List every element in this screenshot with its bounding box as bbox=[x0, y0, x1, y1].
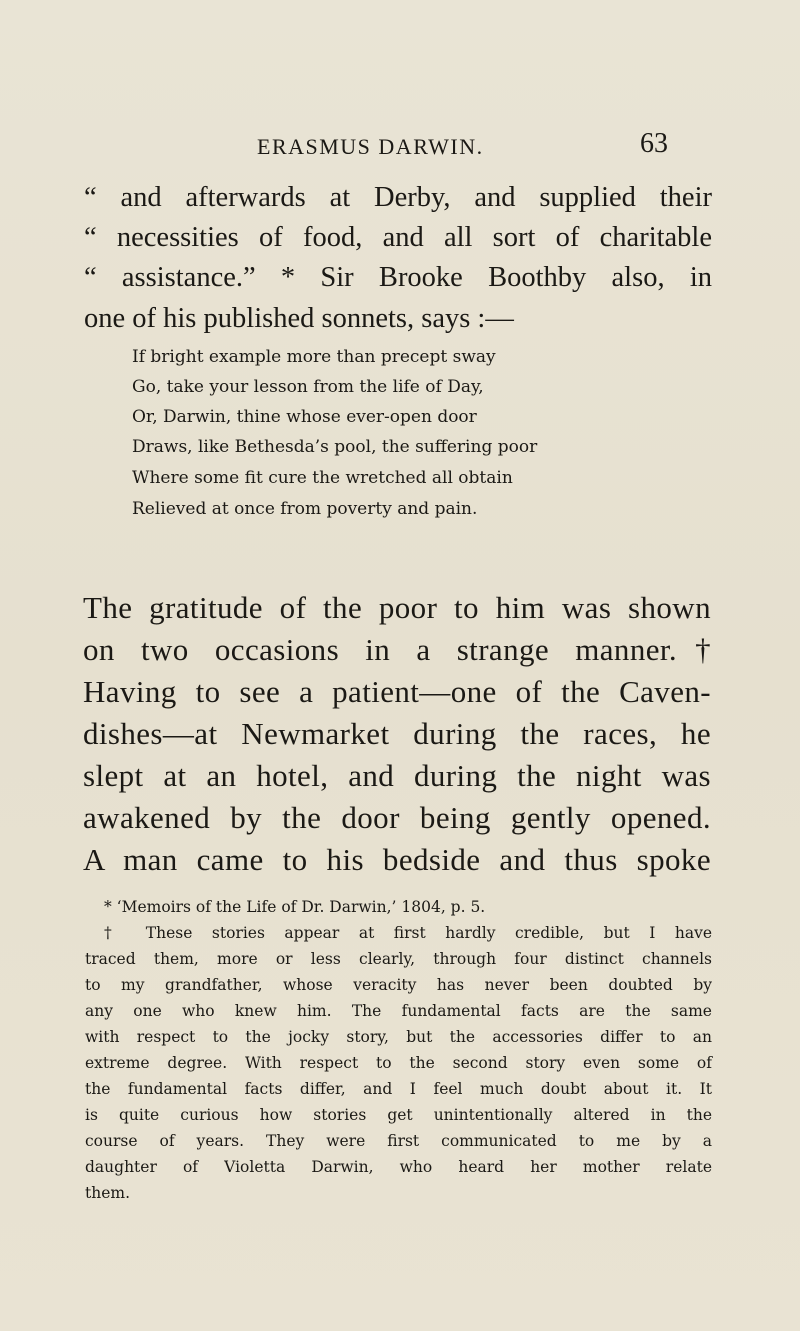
footnote-line: extreme degree. With respect to the second story even some of bbox=[85, 1054, 712, 1072]
footnote-line: traced them, more or less clearly, through four distinct channels bbox=[85, 950, 712, 968]
text-line: “ necessities of food, and all sort of charitable bbox=[84, 222, 712, 253]
verse-line: Draws, like Bethesda’s pool, the suffering poor bbox=[132, 437, 538, 457]
footnote-line: them. bbox=[85, 1184, 131, 1202]
running-title: ERASMUS DARWIN. bbox=[257, 134, 484, 159]
footnote-line: † These stories appear at first hardly credible, but I have bbox=[104, 924, 712, 942]
verse-line: If bright example more than precept sway bbox=[132, 347, 496, 367]
footnote-line: with respect to the jocky story, but the accessories differ to an bbox=[85, 1028, 712, 1046]
page-number: 63 bbox=[640, 128, 668, 159]
text-line: “ assistance.” * Sir Brooke Boothby also, in bbox=[84, 262, 712, 293]
footnote-line: daughter of Violetta Darwin, who heard her mother relate bbox=[85, 1158, 712, 1176]
footnote-memoirs: * ‘Memoirs of the Life of Dr. Darwin,’ 1804, p. 5. bbox=[104, 898, 486, 916]
page-header bbox=[0, 124, 800, 164]
text-line: on two occasions in a strange manner.† bbox=[83, 632, 711, 667]
footnote-line: any one who knew him. The fundamental facts are the same bbox=[85, 1002, 712, 1020]
text-line: The gratitude of the poor to him was shown bbox=[83, 590, 711, 625]
verse-line: Go, take your lesson from the life of Day, bbox=[132, 377, 484, 397]
text-line: A man came to his bedside and thus spoke bbox=[83, 842, 711, 877]
footnote-line: course of years. They were first communicated to me by a bbox=[85, 1132, 712, 1150]
text-line: slept at an hotel, and during the night was bbox=[83, 758, 711, 793]
verse-line: Or, Darwin, thine whose ever-open door bbox=[132, 407, 477, 427]
verse-line: Relieved at once from poverty and pain. bbox=[132, 499, 478, 519]
text-line: Having to see a patient—one of the Caven- bbox=[83, 674, 711, 709]
footnote-line: to my grandfather, whose veracity has never been doubted by bbox=[85, 976, 712, 994]
text-line: “ and afterwards at Derby, and supplied their bbox=[84, 182, 712, 213]
footnote-line: is quite curious how stories get unintentionally altered in the bbox=[85, 1106, 712, 1124]
text-line: one of his published sonnets, says :— bbox=[84, 303, 514, 334]
footnote-line: the fundamental facts differ, and I feel much doubt about it. It bbox=[85, 1080, 712, 1098]
text-line: dishes—at Newmarket during the races, he bbox=[83, 716, 711, 751]
verse-line: Where some fit cure the wretched all obtain bbox=[132, 468, 513, 488]
text-line: awakened by the door being gently opened. bbox=[83, 800, 711, 835]
